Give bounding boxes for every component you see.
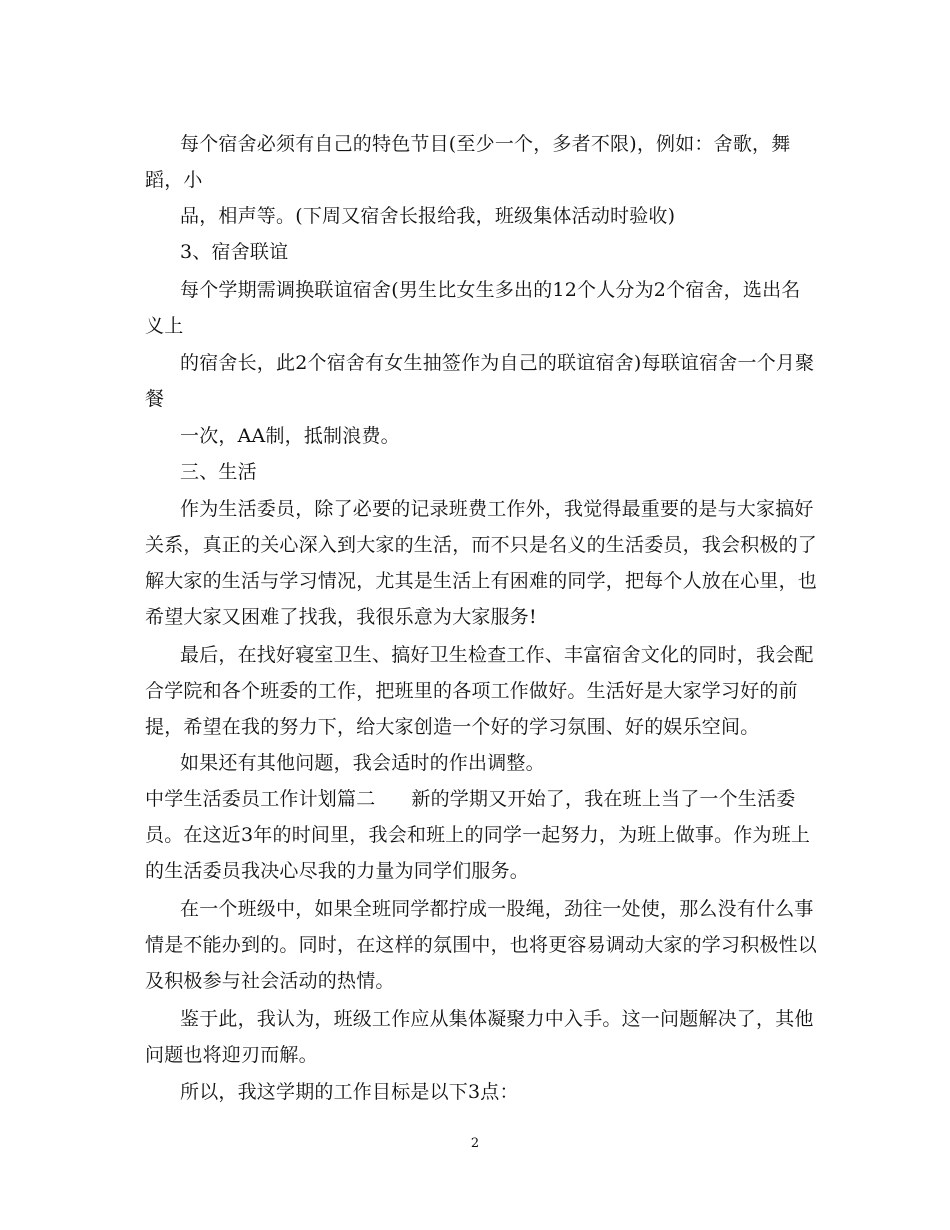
text-line: 每个宿舍必须有自己的特色节目(至少一个，多者不限)，例如：舍歌，舞 — [180, 133, 791, 155]
text-line: 解大家的生活与学习情况，尤其是生活上有困难的同学，把每个人放在心里，也 — [145, 570, 818, 592]
text-line: 所以，我这学期的工作目标是以下3点： — [180, 1081, 519, 1103]
text-line: 在一个班级中，如果全班同学都拧成一股绳，劲往一处使，那么没有什么事 — [180, 898, 814, 920]
section-heading: 3、宿舍联谊 — [180, 241, 289, 263]
text-line: 提，希望在我的努力下，给大家创造一个好的学习氛围、好的娱乐空间。 — [145, 716, 760, 738]
section-heading: 三、生活 — [180, 461, 257, 483]
page-number: 2 — [470, 1136, 480, 1151]
text-line: 关系，真正的关心深入到大家的生活，而不只是名义的生活委员，我会积极的了 — [145, 534, 818, 556]
text-line: 餐 — [145, 388, 165, 410]
text-line: 如果还有其他问题，我会适时的作出调整。 — [180, 752, 545, 774]
text-span: 新的学期又开始了，我在班上当了一个生活委 — [411, 788, 796, 810]
text-line — [145, 786, 815, 812]
text-line: 最后，在找好寝室卫生、搞好卫生检查工作、丰富宿舍文化的同时，我会配 — [180, 644, 814, 666]
text-line: 义上 — [145, 315, 184, 337]
text-line: 鉴于此，我认为，班级工作应从集体凝聚力中入手。这一问题解决了，其他 — [180, 1008, 814, 1030]
text-line: 作为生活委员，除了必要的记录班费工作外，我觉得最重要的是与大家搞好 — [180, 498, 814, 520]
text-line: 的生活委员我决心尽我的力量为同学们服务。 — [145, 860, 530, 882]
text-line: 合学院和各个班委的工作，把班里的各项工作做好。生活好是大家学习好的前 — [145, 680, 798, 702]
text-line: 每个学期需调换联谊宿舍(男生比女生多出的12个人分为2个宿舍，选出名 — [180, 279, 801, 301]
text-line: 一次，AA制，抵制浪费。 — [180, 425, 400, 447]
text-line: 的宿舍长，此2个宿舍有女生抽签作为自己的联谊宿舍)每联谊宿舍一个月聚 — [180, 352, 815, 374]
text-line: 希望大家又困难了找我，我很乐意为大家服务! — [145, 606, 537, 628]
article-title: 中学生活委员工作计划篇二 — [145, 788, 376, 810]
text-line: 情是不能办到的。同时，在这样的氛围中，也将更容易调动大家的学习积极性以 — [145, 934, 818, 956]
text-line: 员。在这近3年的时间里，我会和班上的同学一起努力，为班上做事。作为班上 — [145, 824, 811, 846]
text-line: 问题也将迎刃而解。 — [145, 1044, 318, 1066]
text-line: 品，相声等。(下周又宿舍长报给我，班级集体活动时验收) — [180, 205, 676, 227]
text-line: 蹈，小 — [145, 169, 203, 191]
text-line: 及积极参与社会活动的热情。 — [145, 970, 395, 992]
